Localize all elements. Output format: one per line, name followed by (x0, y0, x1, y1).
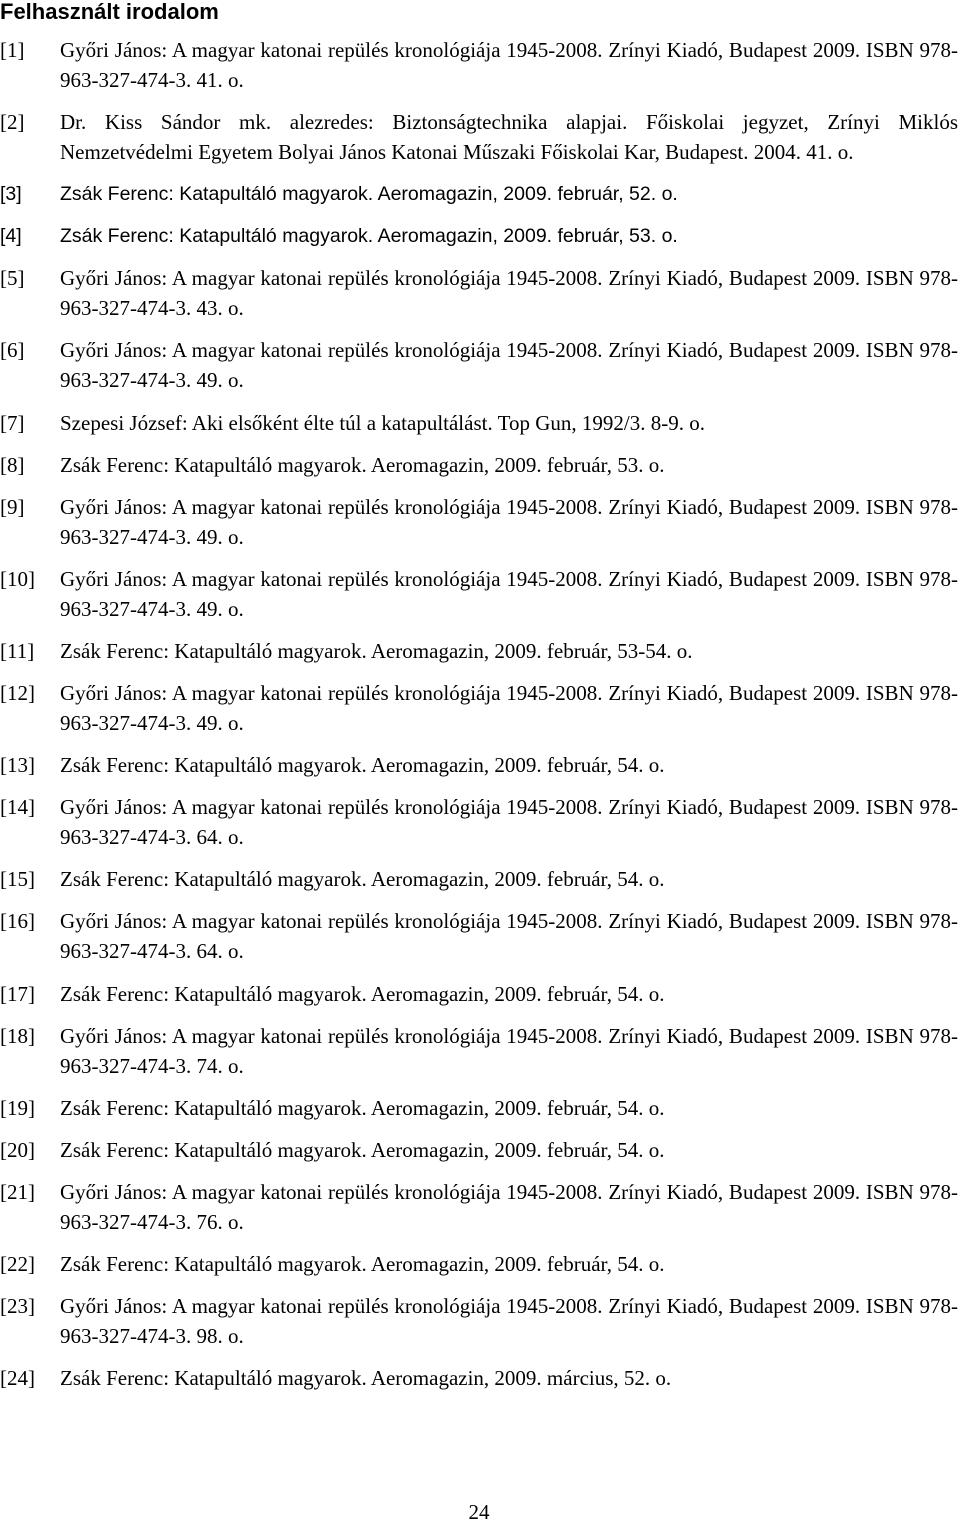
reference-item (0, 179, 958, 209)
reference-text: Győri János: A magyar katonai repülés kronológiája 1945-2008. Zrínyi Kiadó, Budapest 2009. ISBN 978-963-327-474-3. 41. o. (60, 38, 958, 92)
reference-text: Győri János: A magyar katonai repülés kronológiája 1945-2008. Zrínyi Kiadó, Budapest 2009. ISBN 978-963-327-474-3. 64. o. (60, 909, 958, 964)
reference-list (0, 35, 958, 1405)
reference-text: Zsák Ferenc: Katapultáló magyarok. Aeromagazin, 2009. február, 54. o. (60, 981, 665, 1006)
reference-text: Zsák Ferenc: Katapultáló magyarok. Aeromagazin, 2009. február, 53. o. (60, 225, 678, 248)
reference-text: Zsák Ferenc: Katapultáló magyarok. Aeromagazin, 2009. február, 52. o. (60, 183, 678, 206)
reference-item (0, 1021, 958, 1081)
reference-number: [20] (0, 1137, 35, 1162)
reference-number: [15] (0, 867, 35, 892)
reference-number: [6] (0, 338, 25, 363)
reference-number: [3] (0, 183, 22, 206)
reference-text: Győri János: A magyar katonai repülés kronológiája 1945-2008. Zrínyi Kiadó, Budapest 2009. ISBN 978-963-327-474-3. 98. o. (60, 1294, 958, 1349)
reference-item (0, 792, 958, 852)
reference-item (0, 107, 958, 167)
reference-text: Zsák Ferenc: Katapultáló magyarok. Aeromagazin, 2009. március, 52. o. (60, 1366, 672, 1391)
reference-text: Győri János: A magyar katonai repülés kronológiája 1945-2008. Zrínyi Kiadó, Budapest 2009. ISBN 978-963-327-474-3. 49. o. (60, 566, 958, 621)
reference-number: [9] (0, 494, 25, 519)
reference-number: [4] (0, 225, 22, 248)
reference-text: Zsák Ferenc: Katapultáló magyarok. Aeromagazin, 2009. február, 54. o. (60, 1251, 665, 1276)
page-heading: Felhasznált irodalom (0, 0, 219, 24)
reference-item (0, 636, 958, 666)
reference-number: [16] (0, 909, 35, 934)
reference-item (0, 450, 958, 480)
reference-number: [19] (0, 1095, 35, 1120)
reference-item (0, 1135, 958, 1165)
reference-number: [22] (0, 1251, 35, 1276)
reference-number: [18] (0, 1023, 35, 1048)
reference-number: [12] (0, 681, 35, 706)
reference-number: [2] (0, 110, 25, 135)
reference-number: [14] (0, 795, 35, 820)
reference-text: Győri János: A magyar katonai repülés kronológiája 1945-2008. Zrínyi Kiadó, Budapest 2009. ISBN 978-963-327-474-3. 49. o. (60, 494, 958, 549)
reference-text: Győri János: A magyar katonai repülés kronológiája 1945-2008. Zrínyi Kiadó, Budapest 2009. ISBN 978-963-327-474-3. 49. o. (60, 681, 958, 736)
reference-item (0, 564, 958, 624)
reference-text: Győri János: A magyar katonai repülés kronológiája 1945-2008. Zrínyi Kiadó, Budapest 2009. ISBN 978-963-327-474-3. 49. o. (60, 338, 958, 393)
reference-number: [23] (0, 1294, 35, 1319)
reference-number: [8] (0, 452, 25, 477)
reference-text: Zsák Ferenc: Katapultáló magyarok. Aeromagazin, 2009. február, 54. o. (60, 1137, 665, 1162)
reference-text: Zsák Ferenc: Katapultáló magyarok. Aeromagazin, 2009. február, 53. o. (60, 452, 665, 477)
reference-text: Szepesi József: Aki elsőként élte túl a katapultálást. Top Gun, 1992/3. 8-9. o. (60, 410, 705, 435)
reference-number: [5] (0, 266, 25, 291)
reference-text: Győri János: A magyar katonai repülés kronológiája 1945-2008. Zrínyi Kiadó, Budapest 2009. ISBN 978-963-327-474-3. 64. o. (60, 795, 958, 850)
reference-number: [10] (0, 566, 35, 591)
reference-item (0, 1363, 958, 1393)
reference-item (0, 492, 958, 552)
reference-item (0, 906, 958, 966)
reference-text: Győri János: A magyar katonai repülés kronológiája 1945-2008. Zrínyi Kiadó, Budapest 2009. ISBN 978-963-327-474-3. 76. o. (60, 1179, 958, 1234)
reference-item (0, 335, 958, 395)
reference-item (0, 678, 958, 738)
reference-item (0, 1249, 958, 1279)
reference-item (0, 864, 958, 894)
reference-number: [21] (0, 1179, 35, 1204)
reference-text: Zsák Ferenc: Katapultáló magyarok. Aeromagazin, 2009. február, 54. o. (60, 753, 665, 778)
reference-item (0, 1093, 958, 1123)
reference-text: Zsák Ferenc: Katapultáló magyarok. Aeromagazin, 2009. február, 54. o. (60, 867, 665, 892)
reference-text: Győri János: A magyar katonai repülés kronológiája 1945-2008. Zrínyi Kiadó, Budapest 2009. ISBN 978-963-327-474-3. 74. o. (60, 1023, 958, 1078)
reference-number: [24] (0, 1366, 35, 1391)
reference-item (0, 221, 958, 251)
reference-number: [13] (0, 753, 35, 778)
reference-item (0, 750, 958, 780)
page-number: 24 (468, 1500, 490, 1524)
reference-text: Zsák Ferenc: Katapultáló magyarok. Aeromagazin, 2009. február, 54. o. (60, 1095, 665, 1120)
reference-text: Zsák Ferenc: Katapultáló magyarok. Aeromagazin, 2009. február, 53-54. o. (60, 638, 693, 663)
reference-item (0, 979, 958, 1009)
reference-item (0, 1177, 958, 1237)
reference-number: [1] (0, 38, 25, 62)
reference-number: [11] (0, 638, 35, 663)
reference-item (0, 35, 958, 95)
reference-item (0, 263, 958, 323)
reference-text: Dr. Kiss Sándor mk. alezredes: Biztonságtechnika alapjai. Főiskolai jegyzet, Zrínyi Miklós Nemzetvédelmi Egyetem Bolyai János Katonai Műszaki Főiskolai Kar, Budapest. 2004. 41. o. (60, 110, 958, 165)
reference-text: Győri János: A magyar katonai repülés kronológiája 1945-2008. Zrínyi Kiadó, Budapest 2009. ISBN 978-963-327-474-3. 43. o. (60, 266, 958, 321)
reference-item (0, 1291, 958, 1351)
reference-number: [17] (0, 981, 35, 1006)
reference-number: [7] (0, 410, 25, 435)
reference-item (0, 408, 958, 438)
